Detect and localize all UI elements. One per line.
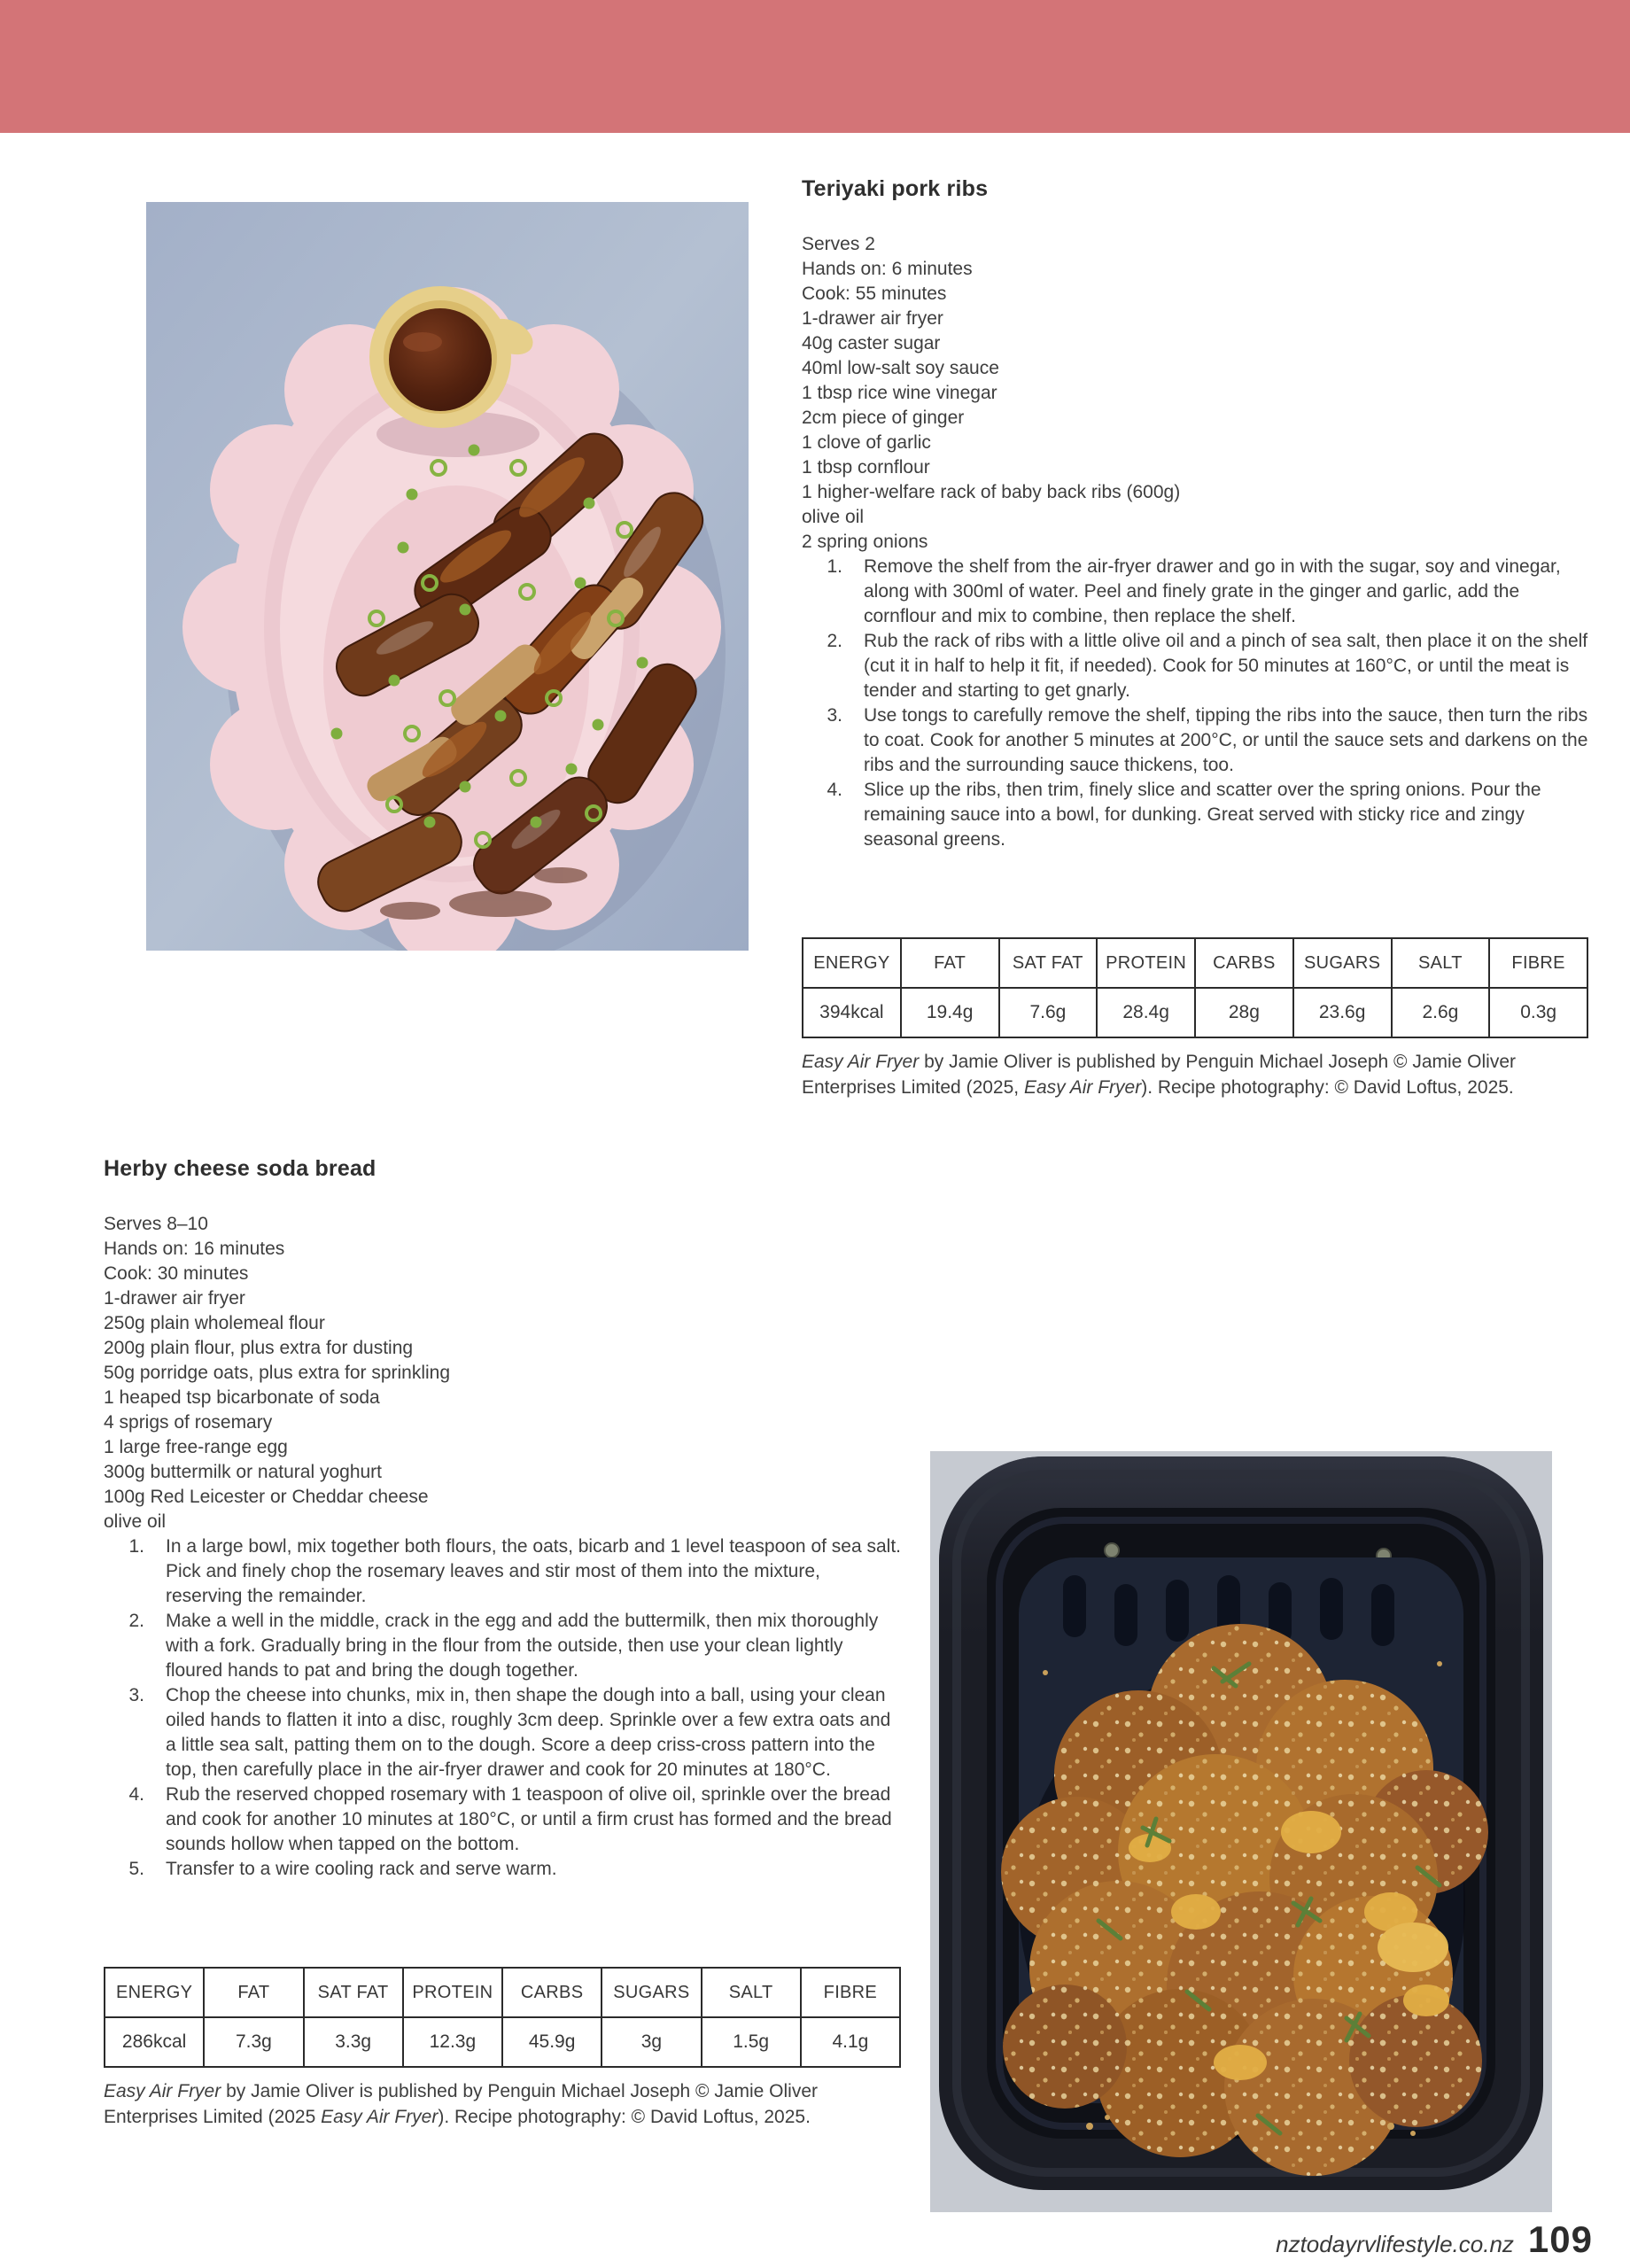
nutrition-header: SAT FAT [304, 1968, 403, 2017]
meta-line: Serves 8–10 [104, 1214, 208, 1234]
nutrition-header: SALT [702, 1968, 801, 2017]
nutrition-value: 286kcal [105, 2017, 204, 2067]
meta-line: 1-drawer air fryer [104, 1288, 245, 1309]
nutrition-header: SUGARS [1293, 938, 1392, 988]
book-title: Easy Air Fryer [321, 2107, 439, 2127]
recipe-teriyaki [802, 175, 1588, 1100]
nutrition-header: SUGARS [602, 1968, 701, 2017]
ingredient: 4 sprigs of rosemary [104, 1412, 273, 1433]
nutrition-value: 12.3g [403, 2017, 502, 2067]
ingredient: 50g porridge oats, plus extra for sprinkling [104, 1363, 451, 1383]
ingredient: 100g Red Leicester or Cheddar cheese [104, 1487, 429, 1507]
nutrition-value: 394kcal [803, 988, 901, 1037]
meta-line: Cook: 30 minutes [104, 1263, 249, 1284]
credit-text: by Jamie Oliver is published by Penguin Michael Joseph © Jamie Oliver Enterprises Limited (2025 [104, 2081, 819, 2127]
book-credit [802, 1049, 1588, 1100]
meta-line: Hands on: 6 minutes [802, 259, 973, 279]
book-title: Easy Air Fryer [1023, 1077, 1142, 1098]
step: Transfer to a wire cooling rack and serve warm. [166, 1859, 557, 1879]
nutrition-value: 28.4g [1097, 988, 1195, 1037]
step: Chop the cheese into chunks, mix in, then shape the dough into a ball, using your clean oiled hands to flatten it into a disc, roughly 3cm deep. Sprinkle over a few extra oats and a little sea salt, patting them on to the dough. Score a deep criss-cross pattern into the top, then carefully place in the air-fryer drawer and cook for 20 minutes at 180°C. [166, 1685, 891, 1780]
ingredient: 1 higher-welfare rack of baby back ribs (600g) [802, 482, 1181, 502]
credit-text: ). Recipe photography: © David Loftus, 2025. [438, 2107, 811, 2127]
nutrition-header: FAT [204, 1968, 303, 2017]
book-title: Easy Air Fryer [104, 2081, 221, 2101]
step: Rub the reserved chopped rosemary with 1 teaspoon of olive oil, sprinkle over the bread and cook for another 10 minutes at 180°C, or until a firm crust has formed and the bread sounds hollow when tapped on the bottom. [166, 1784, 892, 1854]
bread-photo-illustration [930, 1451, 1552, 2212]
recipe-meta [802, 232, 1588, 331]
ingredient: 2 spring onions [802, 532, 928, 552]
ingredient: 1 large free-range egg [104, 1437, 288, 1457]
ingredient: 1 tbsp rice wine vinegar [802, 383, 997, 403]
recipe-meta [104, 1212, 901, 1311]
ingredient: 40g caster sugar [802, 333, 941, 353]
ingredient: 1 clove of garlic [802, 432, 931, 453]
nutrition-value: 45.9g [502, 2017, 602, 2067]
book-title: Easy Air Fryer [802, 1052, 920, 1072]
nutrition-value: 7.3g [204, 2017, 303, 2067]
nutrition-header: FAT [901, 938, 999, 988]
ingredient: olive oil [104, 1511, 167, 1532]
ingredient: 200g plain flour, plus extra for dusting [104, 1338, 414, 1358]
nutrition-header: CARBS [502, 1968, 602, 2017]
nutrition-value-row [803, 988, 1587, 1037]
meta-line: Cook: 55 minutes [802, 284, 947, 304]
book-credit [104, 2078, 901, 2130]
nutrition-value: 0.3g [1489, 988, 1587, 1037]
meta-line: Serves 2 [802, 234, 875, 254]
bread-photo [930, 1451, 1552, 2212]
recipe-title: Teriyaki pork ribs [802, 176, 989, 201]
nutrition-header: SALT [1392, 938, 1490, 988]
meta-line: Hands on: 16 minutes [104, 1239, 285, 1259]
nutrition-value: 7.6g [999, 988, 1098, 1037]
ingredient: 250g plain wholemeal flour [104, 1313, 325, 1333]
ingredient: 40ml low-salt soy sauce [802, 358, 999, 378]
ingredient: 1 heaped tsp bicarbonate of soda [104, 1387, 380, 1408]
nutrition-value: 1.5g [702, 2017, 801, 2067]
step: Remove the shelf from the air-fryer drawer and go in with the sugar, soy and vinegar, along with 300ml of water. Peel and finely grate in the ginger and garlic, add the cornflour and mix to combine, then replace the shelf. [864, 556, 1561, 626]
nutrition-header: ENERGY [105, 1968, 204, 2017]
nutrition-value: 4.1g [801, 2017, 900, 2067]
nutrition-value: 19.4g [901, 988, 999, 1037]
nutrition-value: 2.6g [1392, 988, 1490, 1037]
page-footer [1276, 2218, 1593, 2261]
website-url: nztodayrvlifestyle.co.nz [1276, 2231, 1514, 2257]
ingredient-list [104, 1311, 901, 1534]
nutrition-table [104, 1967, 901, 2068]
nutrition-table [802, 937, 1588, 1038]
step: In a large bowl, mix together both flours, the oats, bicarb and 1 level teaspoon of sea salt. Pick and finely chop the rosemary leaves and stir most of them into the mixture, reserving the remainder. [166, 1536, 901, 1606]
ingredient-list [802, 331, 1588, 555]
nutrition-value: 3g [602, 2017, 701, 2067]
nutrition-header-row [803, 938, 1587, 988]
ingredient: 1 tbsp cornflour [802, 457, 930, 478]
step: Rub the rack of ribs with a little olive oil and a pinch of sea salt, then place it on the shelf (cut it in half to help it fit, if needed). Cook for 50 minutes at 160°C, or until the meat is tender and starting to get gnarly. [864, 631, 1588, 701]
nutrition-header: SAT FAT [999, 938, 1098, 988]
ingredient: 2cm piece of ginger [802, 408, 965, 428]
meta-line: 1-drawer air fryer [802, 308, 943, 329]
header-band [0, 0, 1630, 133]
nutrition-header-row [105, 1968, 900, 2017]
ribs-photo [146, 202, 749, 951]
ingredient: 300g buttermilk or natural yoghurt [104, 1462, 383, 1482]
recipe-title: Herby cheese soda bread [104, 1156, 376, 1181]
nutrition-header: PROTEIN [1097, 938, 1195, 988]
ingredient: olive oil [802, 507, 865, 527]
nutrition-value-row [105, 2017, 900, 2067]
nutrition-header: FIBRE [1489, 938, 1587, 988]
credit-text: by Jamie Oliver is published by Penguin Michael Joseph © Jamie Oliver Enterprises Limited (2025, [802, 1052, 1517, 1098]
step: Make a well in the middle, crack in the egg and add the buttermilk, then mix thoroughly with a fork. Gradually bring in the flour from the outside, then use your clean lightly floured hands to pat and bring the dough together. [166, 1611, 879, 1681]
nutrition-header: FIBRE [801, 1968, 900, 2017]
nutrition-value: 23.6g [1293, 988, 1392, 1037]
page-number: 109 [1527, 2218, 1593, 2260]
ribs-photo-illustration [146, 202, 749, 951]
credit-text: ). Recipe photography: © David Loftus, 2025. [1141, 1077, 1514, 1098]
step: Use tongs to carefully remove the shelf, tipping the ribs into the sauce, then turn the ribs to coat. Cook for another 5 minutes at 200°C, or until the sauce sets and darkens on the ribs and the surrounding sauce thickens, too. [864, 705, 1588, 775]
step: Slice up the ribs, then trim, finely slice and scatter over the spring onions. Pour the remaining sauce into a bowl, for dunking. Great served with sticky rice and zingy seasonal greens. [864, 780, 1541, 850]
nutrition-value: 28g [1195, 988, 1293, 1037]
recipe-soda-bread [104, 1154, 901, 2130]
step-list [802, 555, 1588, 852]
nutrition-header: ENERGY [803, 938, 901, 988]
nutrition-header: CARBS [1195, 938, 1293, 988]
nutrition-value: 3.3g [304, 2017, 403, 2067]
step-list [104, 1534, 901, 1882]
nutrition-header: PROTEIN [403, 1968, 502, 2017]
